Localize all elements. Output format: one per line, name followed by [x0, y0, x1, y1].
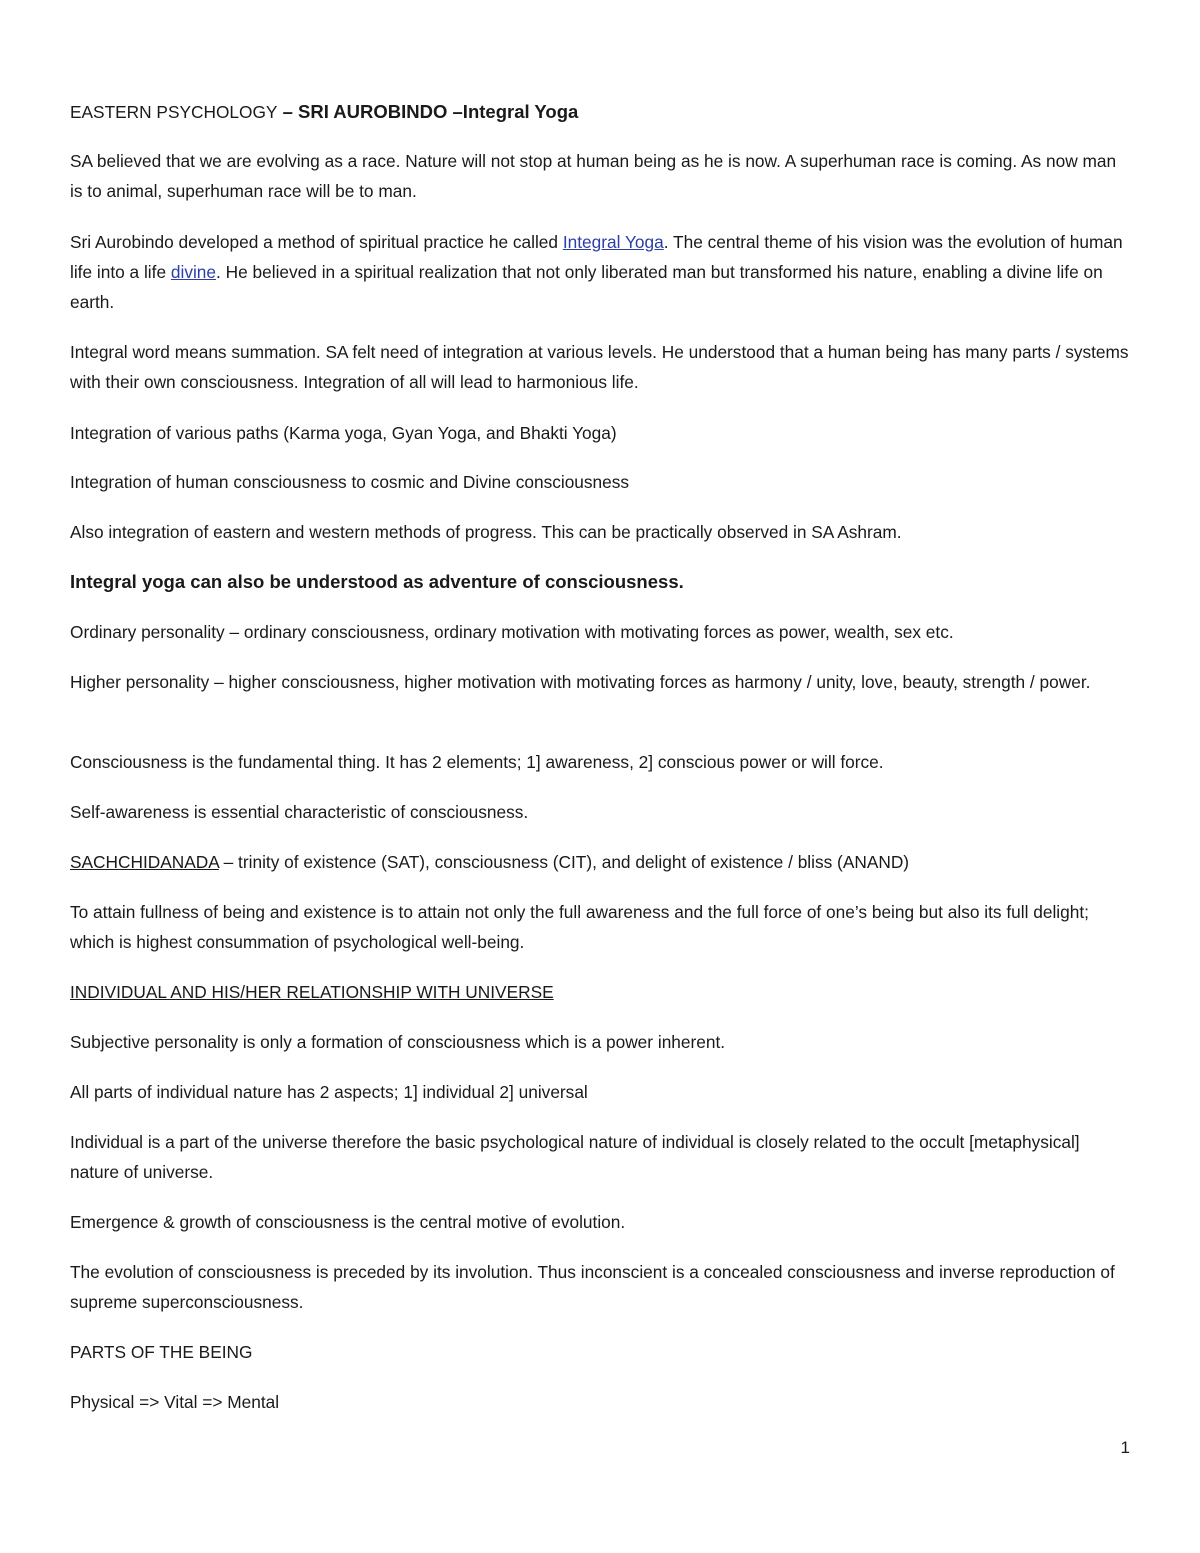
title-prefix: EASTERN PSYCHOLOGY [70, 102, 278, 122]
paragraph-evolution-involution: The evolution of consciousness is preceded by its involution. Thus inconscient is a concealed consciousness and inverse reproduction of supreme superconsciousness. [70, 1262, 1115, 1312]
paragraph-integral-meaning: Integral word means summation. SA felt need of integration at various levels. He understood that a human being has many parts / systems with their own consciousness. Integration of all will lead to harmonious life. [70, 342, 1129, 392]
paragraph-higher-personality: Higher personality – higher consciousness, higher motivation with motivating forces as harmony / unity, love, beauty, strength / power. [70, 672, 1091, 692]
title-bold: – SRI AUROBINDO –Integral Yoga [277, 101, 579, 122]
heading-adventure-of-consciousness: Integral yoga can also be understood as adventure of consciousness. [70, 571, 684, 592]
sachchidanada-term: SACHCHIDANADA [70, 852, 219, 872]
heading-parts-of-being: PARTS OF THE BEING [70, 1342, 253, 1362]
paragraph-physical-vital-mental: Physical => Vital => Mental [70, 1392, 280, 1412]
paragraph-fullness-of-being: To attain fullness of being and existence is to attain not only the full awareness and the full force of one’s being but also its full delight; which is highest consummation of psychological well-being. [70, 902, 1089, 952]
p2-text-b: . The central theme of his vision was the evolution of human life into a life [70, 232, 1123, 282]
heading-individual-universe: INDIVIDUAL AND HIS/HER RELATIONSHIP WITH UNIVERSE [70, 982, 554, 1002]
paragraph-integral-yoga-method [70, 227, 1130, 317]
paragraph-two-aspects: All parts of individual nature has 2 aspects; 1] individual 2] universal [70, 1082, 588, 1102]
p2-text-c: . He believed in a spiritual realization that not only liberated man but transformed his nature, enabling a divine life on earth. [70, 262, 1103, 312]
sachchidanada-definition: – trinity of existence (SAT), consciousness (CIT), and delight of existence / bliss (ANAND) [218, 852, 910, 872]
p2-text-a: Sri Aurobindo developed a method of spiritual practice he called [70, 232, 563, 252]
paragraph-emergence-growth: Emergence & growth of consciousness is the central motive of evolution. [70, 1212, 626, 1232]
paragraph-ordinary-personality: Ordinary personality – ordinary consciousness, ordinary motivation with motivating forces as power, wealth, sex etc. [70, 622, 954, 642]
paragraph-consciousness-elements: Consciousness is the fundamental thing. It has 2 elements; 1] awareness, 2] conscious power or will force. [70, 752, 884, 772]
paragraph-integration-consciousness: Integration of human consciousness to cosmic and Divine consciousness [70, 472, 630, 492]
paragraph-self-awareness: Self-awareness is essential characteristic of consciousness. [70, 802, 529, 822]
integral-yoga-link[interactable]: Integral Yoga [562, 232, 664, 252]
paragraph-eastern-western: Also integration of eastern and western methods of progress. This can be practically observed in SA Ashram. [70, 522, 902, 542]
paragraph-superhuman-race: SA believed that we are evolving as a race. Nature will not stop at human being as he is now. A superhuman race is coming. As now man is to animal, superhuman race will be to man. [70, 151, 1117, 201]
paragraph-sachchidanada [70, 847, 1130, 877]
page-number: 1 [1120, 1438, 1130, 1457]
divine-link[interactable]: divine [170, 262, 217, 282]
paragraph-integration-paths: Integration of various paths (Karma yoga, Gyan Yoga, and Bhakti Yoga) [70, 423, 617, 443]
paragraph-subjective-personality: Subjective personality is only a formation of consciousness which is a power inherent. [70, 1032, 726, 1052]
document-title [70, 97, 1130, 127]
paragraph-individual-universe: Individual is a part of the universe therefore the basic psychological nature of individual is closely related to the occult [metaphysical] nature of universe. [70, 1132, 1080, 1182]
